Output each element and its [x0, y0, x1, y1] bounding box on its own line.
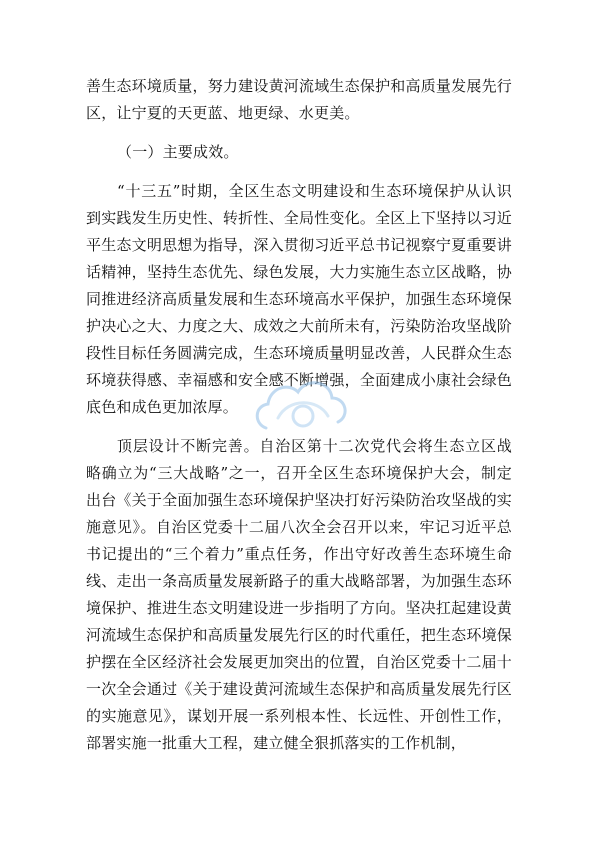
paragraph-continuation: 善生态环境质量，努力建设黄河流域生态保护和高质量发展先行区，让宁夏的天更蓝、地更绿、水更美。	[86, 77, 512, 122]
paragraph-main-achievements: “十三五”时期，全区生态文明建设和生态环境保护从认识到实践发生历史性、转折性、全局性变化。全区上下坚持以习近平生态文明思想为指导，深入贯彻习近平总书记视察宁夏重要讲话精神，坚持生态优先、绿色发展，大力实施生态立区战略，协同推进经济高质量发展和生态环境高水平保护，加强生态环境保护决心之大、力度之大、成效之大前所未有，污染防治攻坚战阶段性目标任务圆满完成，生态环境质量明显改善，人民群众生态环境获得感、幸福感和安全感不断增强，全面建成小康社会绿色底色和成色更加浓厚。	[86, 182, 512, 416]
section-heading: （一）主要成效。	[117, 143, 239, 161]
document-body	[86, 73, 512, 757]
paragraph-top-level-design: 顶层设计不断完善。自治区第十二次党代会将生态立区战略确立为“三大战略”之一，召开全区生态环境保护大会，制定出台《关于全面加强生态环境保护坚决打好污染防治攻坚战的实施意见》。自治区党委十二届八次全会召开以来，牢记习近平总书记提出的“三个着力”重点任务，作出守好改善生态环境生命线、走出一条高质量发展新路子的重大战略部署，为加强生态环境保护、推进生态文明建设进一步指明了方向。坚决扛起建设黄河流域生态保护和高质量发展先行区的时代重任，把生态环境保护摆在全区经济社会发展更加突出的位置，自治区党委十二届十一次全会通过《关于建设黄河流域生态保护和高质量发展先行区的实施意见》，谋划开展一系列根本性、长远性、开创性工作，部署实施一批重大工程，建立健全狠抓落实的工作机制，	[86, 437, 512, 752]
